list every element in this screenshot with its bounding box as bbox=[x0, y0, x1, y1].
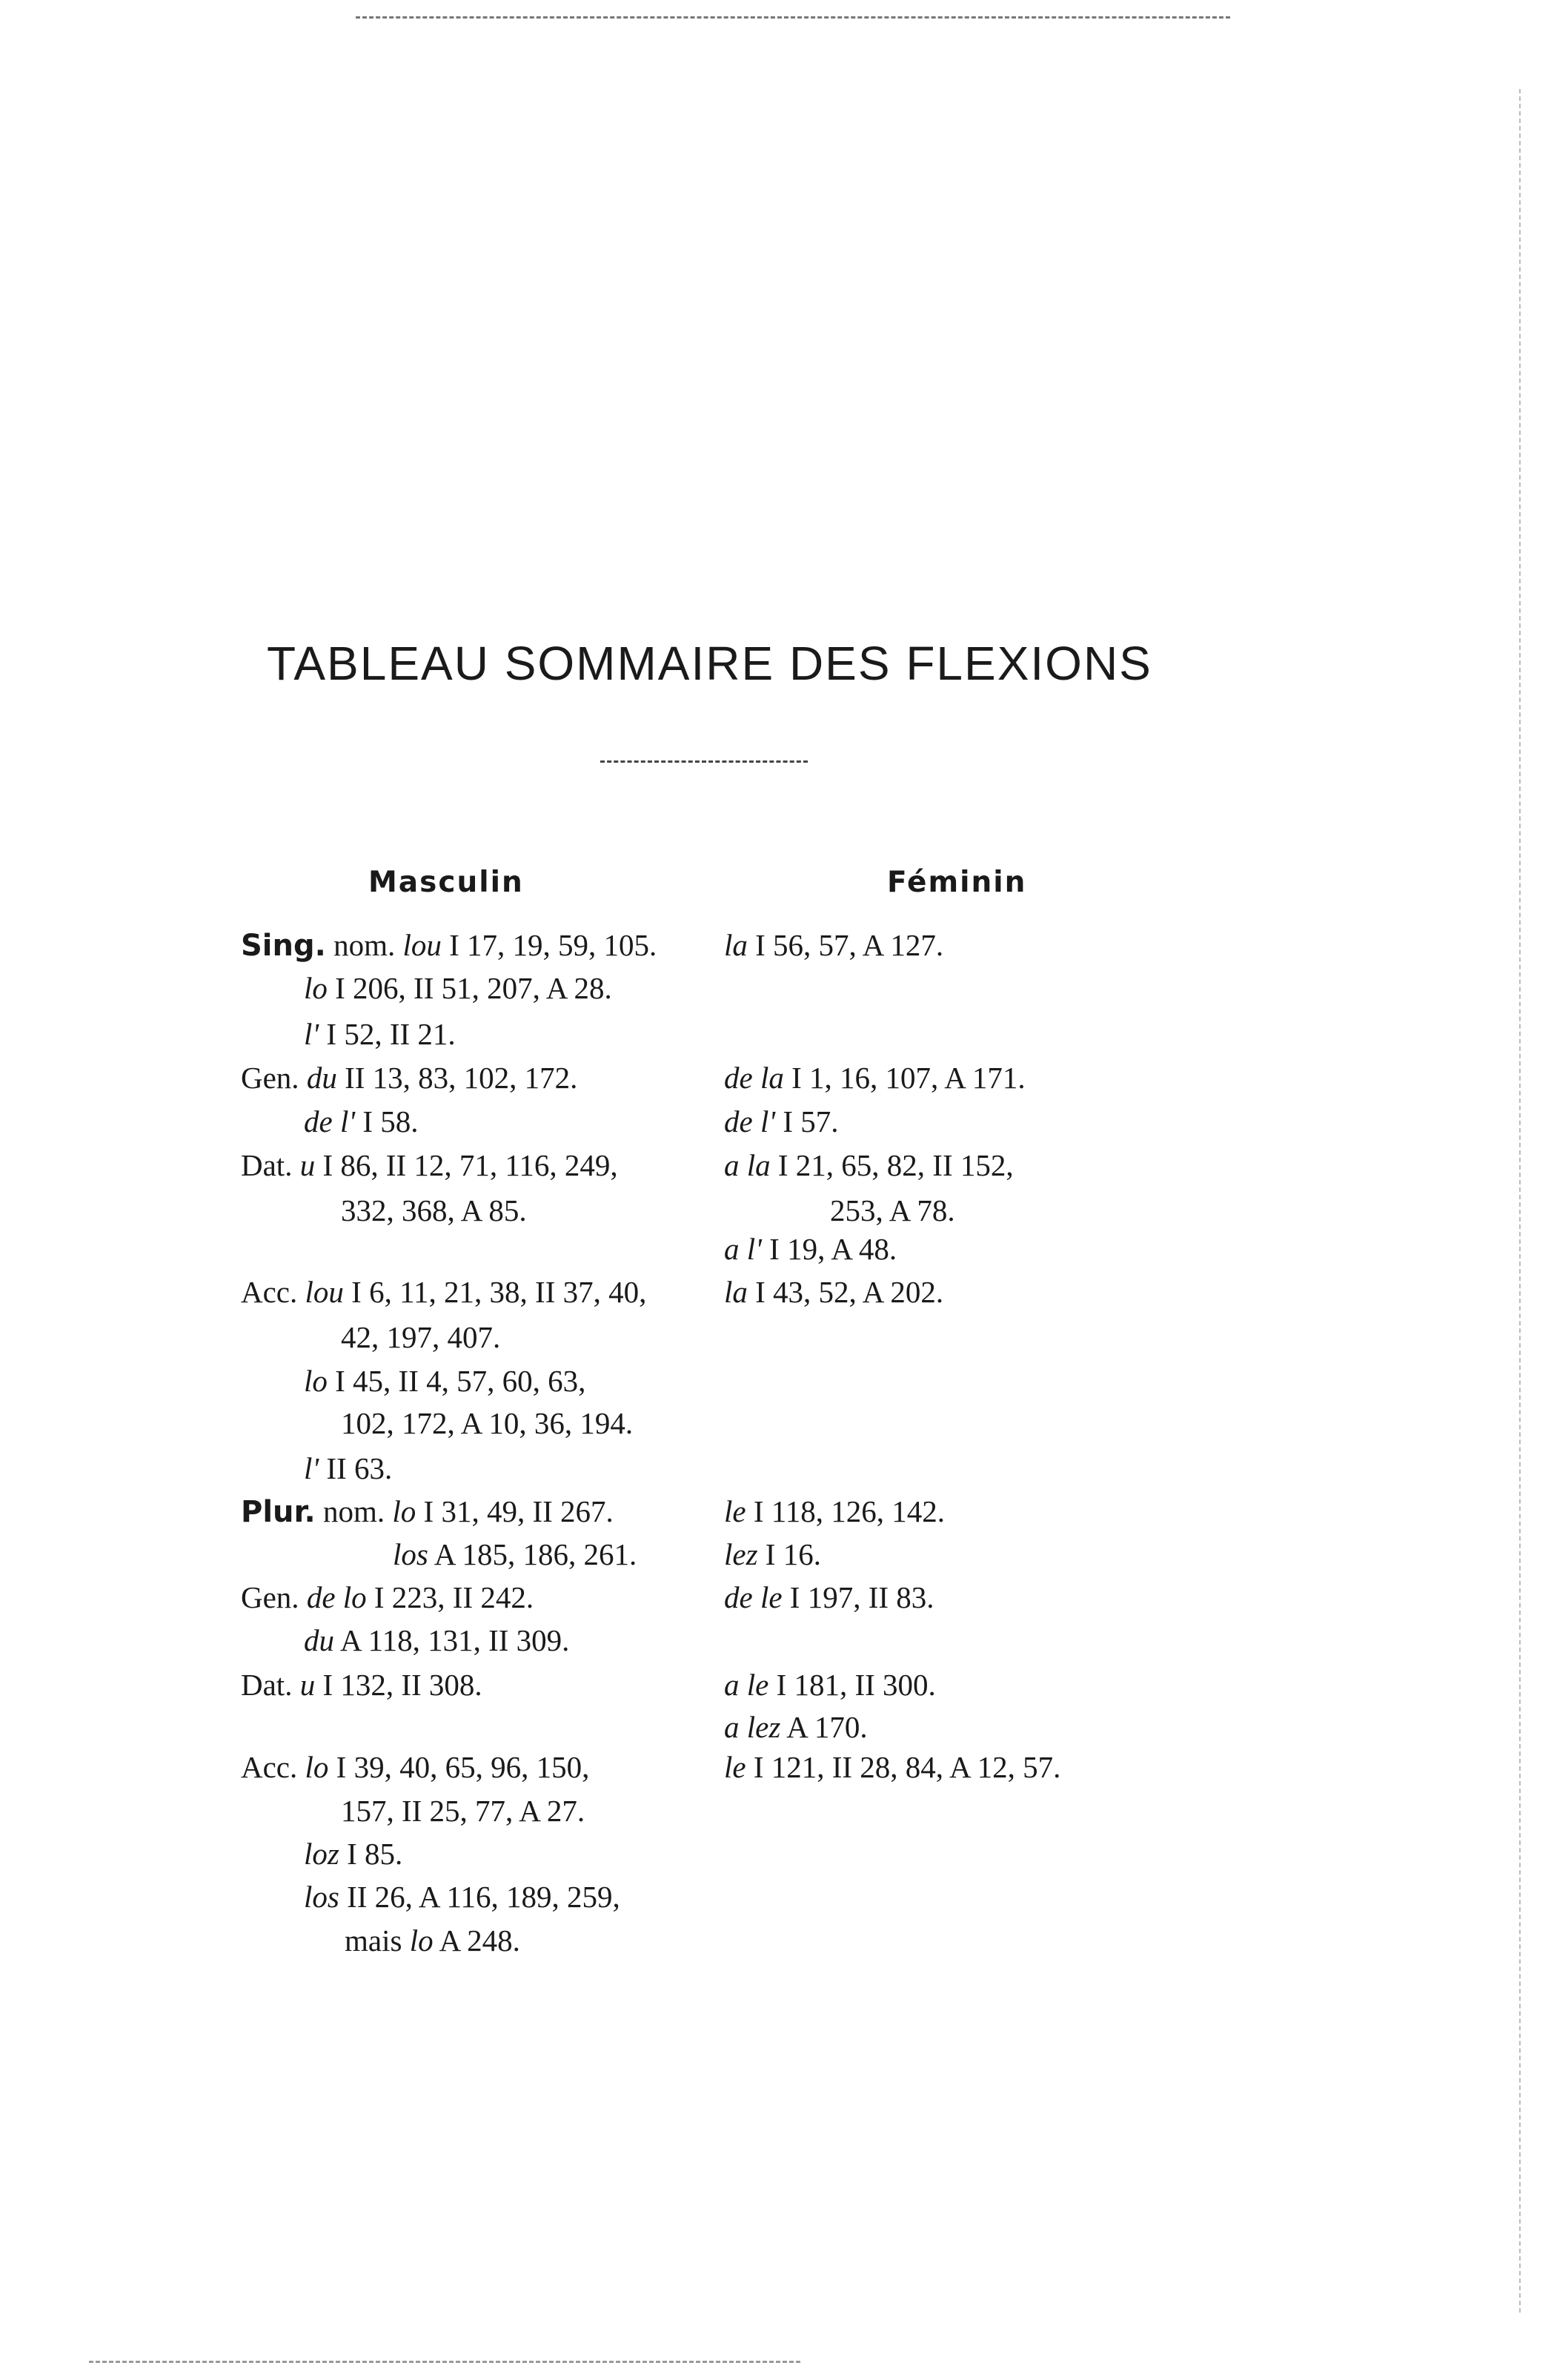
masc-plur-acc-line: Acc. lo I 39, 40, 65, 96, 150, bbox=[241, 1750, 590, 1784]
masc-sing-nom-line: l' I 52, II 21. bbox=[304, 1017, 456, 1051]
masc-sing-gen-line: Gen. du II 13, 83, 102, 172. bbox=[241, 1061, 578, 1095]
top-page-rule bbox=[356, 16, 1230, 19]
masc-sing-dat-line: Dat. u I 86, II 12, 71, 116, 249, bbox=[241, 1148, 618, 1182]
masc-sing-acc-line: 102, 172, A 10, 36, 194. bbox=[341, 1406, 634, 1440]
masc-plur-gen-line: Gen. de lo I 223, II 242. bbox=[241, 1580, 534, 1614]
masc-sing-acc-line: lo I 45, II 4, 57, 60, 63, bbox=[304, 1364, 586, 1398]
masc-sing-acc-line: Acc. lou I 6, 11, 21, 38, II 37, 40, bbox=[241, 1275, 647, 1309]
page-edge-line bbox=[1519, 89, 1521, 2313]
title-ornament-rule bbox=[600, 760, 808, 763]
fem-plur-gen-line: de le I 197, II 83. bbox=[724, 1580, 934, 1614]
masc-plur-acc-line: mais lo A 248. bbox=[345, 1923, 520, 1958]
masc-plur-dat-line: Dat. u I 132, II 308. bbox=[241, 1668, 482, 1702]
fem-plur-dat-line: a le I 181, II 300. bbox=[724, 1668, 936, 1702]
masc-plur-gen-line: du A 118, 131, II 309. bbox=[304, 1623, 570, 1657]
fem-plur-dat-line: a lez A 170. bbox=[724, 1710, 868, 1744]
masc-plur-acc-line: los II 26, A 116, 189, 259, bbox=[304, 1880, 620, 1914]
fem-sing-dat-line: a la I 21, 65, 82, II 152, bbox=[724, 1148, 1014, 1182]
feminin-header: Féminin bbox=[887, 866, 1027, 899]
masc-sing-dat-line: 332, 368, A 85. bbox=[341, 1193, 527, 1227]
fem-plur-nom-line: lez I 16. bbox=[724, 1537, 821, 1571]
masc-sing-gen-line: de l' I 58. bbox=[304, 1104, 419, 1138]
masc-sing-acc-line: 42, 197, 407. bbox=[341, 1320, 501, 1354]
fem-plur-acc-line: le I 121, II 28, 84, A 12, 57. bbox=[724, 1750, 1061, 1784]
fem-sing-nom-line: la I 56, 57, A 127. bbox=[724, 928, 944, 962]
masc-plur-acc-line: loz I 85. bbox=[304, 1837, 403, 1871]
masculin-header: Masculin bbox=[368, 866, 524, 899]
fem-sing-gen-line: de l' I 57. bbox=[724, 1104, 839, 1138]
masc-sing-nom-line: Sing. nom. lou I 17, 19, 59, 105. bbox=[241, 928, 657, 963]
bottom-page-rule bbox=[89, 2361, 800, 2363]
masc-plur-nom-line: los A 185, 186, 261. bbox=[393, 1537, 637, 1571]
fem-sing-acc-line: la I 43, 52, A 202. bbox=[724, 1275, 944, 1309]
fem-sing-gen-line: de la I 1, 16, 107, A 171. bbox=[724, 1061, 1026, 1095]
page-title: TABLEAU SOMMAIRE DES FLEXIONS bbox=[267, 637, 1152, 690]
masc-sing-acc-line: l' II 63. bbox=[304, 1451, 393, 1485]
fem-sing-dat-line: 253, A 78. bbox=[830, 1193, 955, 1227]
fem-plur-nom-line: le I 118, 126, 142. bbox=[724, 1494, 945, 1528]
fem-sing-dat-line: a l' I 19, A 48. bbox=[724, 1232, 897, 1266]
masc-sing-nom-line: lo I 206, II 51, 207, A 28. bbox=[304, 971, 612, 1005]
masc-plur-nom-line: Plur. nom. lo I 31, 49, II 267. bbox=[241, 1494, 614, 1529]
masc-plur-acc-line: 157, II 25, 77, A 27. bbox=[341, 1794, 585, 1828]
